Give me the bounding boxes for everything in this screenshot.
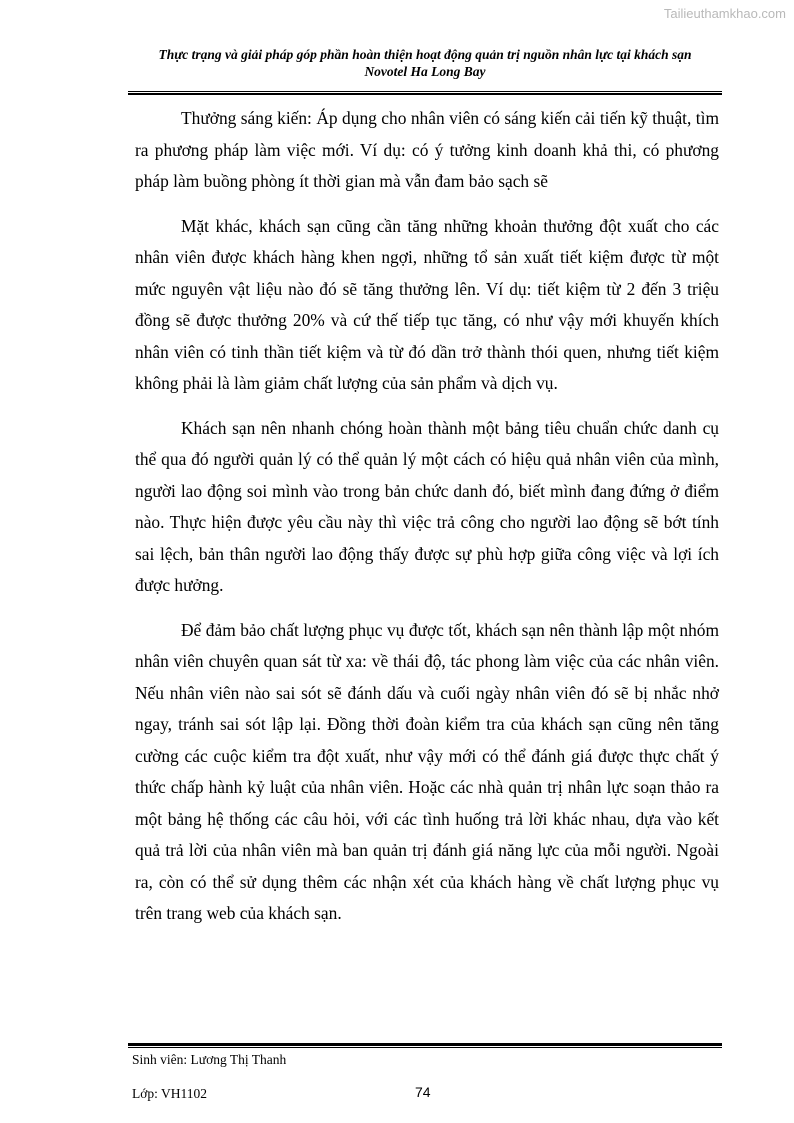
- footer-student-name: Sinh viên: Lương Thị Thanh: [132, 1052, 287, 1067]
- page-body: [135, 103, 719, 943]
- page-number: 74: [415, 1084, 431, 1100]
- paragraph-innovation-bonus: Thưởng sáng kiến: Áp dụng cho nhân viên có sáng kiến cải tiến kỹ thuật, tìm ra phương pháp làm việc mới. Ví dụ: có ý tưởng kinh doanh khả thi, có phương pháp làm buồng phòng ít thời gian mà vẫn đam bảo sạch sẽ: [135, 108, 719, 191]
- paragraph-extra-bonus: Mặt khác, khách sạn cũng cần tăng những khoản thưởng đột xuất cho các nhân viên được khách hàng khen ngợi, những tổ sản xuất tiết kiệm được từ một mức nguyên vật liệu nào đó sẽ tăng thưởng lên. Ví dụ: tiết kiệm từ 2 đến 3 triệu đồng sẽ được thưởng 20% và cứ thế tiếp tục tăng, có như vậy mới khuyến khích nhân viên có tinh thần tiết kiệm và từ đó dần trở thành thói quen, nhưng tiết kiệm không phải là làm giảm chất lượng của sản phẩm và dịch vụ.: [135, 215, 719, 393]
- header-title-line1: Thực trạng và giải pháp góp phần hoàn thiện hoạt động quản trị nguồn nhân lực tại khách sạn: [158, 47, 692, 62]
- header-title-line2: Novotel Ha Long Bay: [364, 64, 486, 79]
- paragraph-service-quality: Để đảm bảo chất lượng phục vụ được tốt, khách sạn nên thành lập một nhóm nhân viên chuyên quan sát từ xa: về thái độ, tác phong làm việc của các nhân viên. Nếu nhân viên nào sai sót sẽ đánh dấu và cuối ngày nhân viên đó sẽ bị nhắc nhở ngay, tránh sai sót lập lại. Đồng thời đoàn kiểm tra của khách sạn cũng nên tăng cường các cuộc kiểm tra đột xuất, như vậy mới có thể đánh giá được thực chất ý thức chấp hành kỷ luật của nhân viên. Hoặc các nhà quản trị nhân lực soạn thảo ra một bảng hệ thống các câu hỏi, với các tình huống trả lời khác nhau, dựa vào kết quả trả lời của nhân viên mà ban quản trị đánh giá năng lực của mỗi người. Ngoài ra, còn có thể sử dụng thêm các nhận xét của khách hàng về chất lượng phục vụ trên trang web của khách sạn.: [135, 619, 719, 923]
- watermark-text: Tailieuthamkhao.com: [663, 6, 786, 21]
- footer-divider: [128, 1043, 722, 1048]
- paragraph-job-standards: Khách sạn nên nhanh chóng hoàn thành một bảng tiêu chuẩn chức danh cụ thể qua đó người quản lý có thể quản lý một cách có hiệu quả nhân viên của mình, người lao động soi mình vào trong bản chức danh đó, biết mình đang đứng ở điểm nào. Thực hiện được yêu cầu này thì việc trả công cho người lao động sẽ bớt tính sai lệch, bản thân người lao động thấy được sự phù hợp giữa công việc và lợi ích được hưởng.: [135, 417, 719, 595]
- header-divider: [128, 91, 722, 95]
- footer-class: Lớp: VH1102: [132, 1086, 208, 1101]
- running-header: [128, 46, 722, 80]
